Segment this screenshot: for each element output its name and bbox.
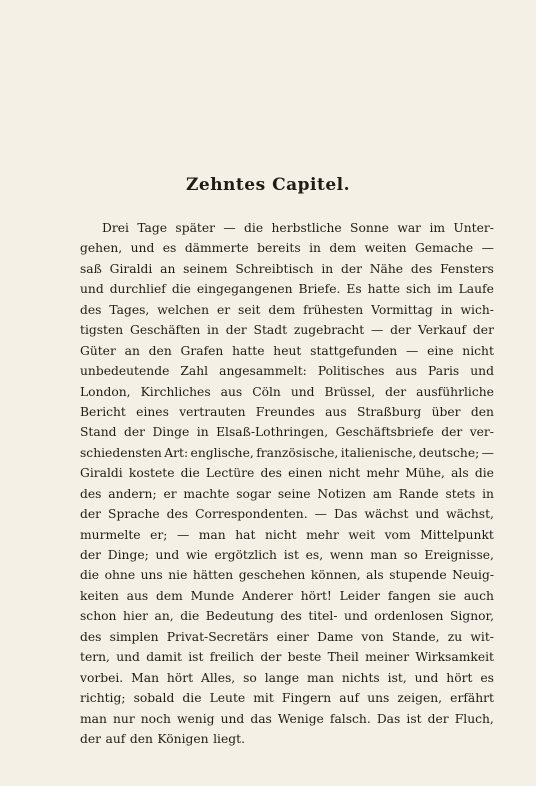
text-line: schiedensten Art: englische, französische, italienische, deutsche; —: [80, 445, 494, 460]
text-line: richtig; sobald die Leute mit Fingern auf uns zeigen, erfährt: [80, 691, 494, 706]
text-line: Bericht eines vertrauten Freundes aus Straßburg über den: [80, 404, 494, 419]
chapter-body: [80, 218, 494, 749]
text-line: der Dinge; und wie ergötzlich ist es, wenn man so Ereignisse,: [80, 548, 494, 562]
text-line: Drei Tage später — die herbstliche Sonne war im Unter-: [102, 221, 494, 235]
text-line: gehen, und es dämmerte bereits in dem weiten Gemache —: [80, 241, 494, 256]
text-line: Stand der Dinge in Elsaß-Lothringen, Geschäftsbriefe der ver-: [80, 425, 494, 440]
text-line: tern, und damit ist freilich der beste Theil meiner Wirksamkeit: [80, 650, 494, 665]
text-line: London, Kirchliches aus Cöln und Brüssel, der ausführliche: [80, 384, 494, 399]
text-line: des simplen Privat-Secretärs einer Dame von Stande, zu wit-: [80, 629, 494, 644]
text-line: die ohne uns nie hätten geschehen können, als stupende Neuig-: [80, 568, 494, 583]
text-line: des andern; er machte sogar seine Notizen am Rande stets in: [80, 486, 494, 501]
text-line: vorbei. Man hört Alles, so lange man nichts ist, und hört es: [80, 670, 494, 685]
text-line: unbedeutende Zahl angesammelt: Politisches aus Paris und: [80, 364, 494, 379]
text-line: und durchlief die eingegangenen Briefe. Es hatte sich im Laufe: [80, 282, 494, 297]
text-line: der Sprache des Correspondenten. — Das wächst und wächst,: [80, 507, 494, 522]
text-line: keiten aus dem Munde Anderer hört! Leider fangen sie auch: [80, 588, 494, 603]
text-line: Giraldi kostete die Lectüre des einen nicht mehr Mühe, als die: [80, 466, 494, 481]
text-line: saß Giraldi an seinem Schreibtisch in der Nähe des Fensters: [80, 261, 494, 276]
text-line: Güter an den Grafen hatte heut stattgefunden — eine nicht: [80, 343, 494, 358]
chapter-title: Zehntes Capitel.: [185, 175, 351, 195]
text-line: murmelte er; — man hat nicht mehr weit vom Mittelpunkt: [80, 527, 494, 542]
text-line: schon hier an, die Bedeutung des titel- und ordenlosen Signor,: [80, 609, 494, 624]
text-line: des Tages, welchen er seit dem frühesten Vormittag in wich-: [80, 302, 494, 317]
text-line: man nur noch wenig und das Wenige falsch. Das ist der Fluch,: [80, 711, 494, 726]
text-line: der auf den Königen liegt.: [80, 731, 245, 746]
text-line: tigsten Geschäften in der Stadt zugebracht — der Verkauf der: [80, 323, 494, 338]
